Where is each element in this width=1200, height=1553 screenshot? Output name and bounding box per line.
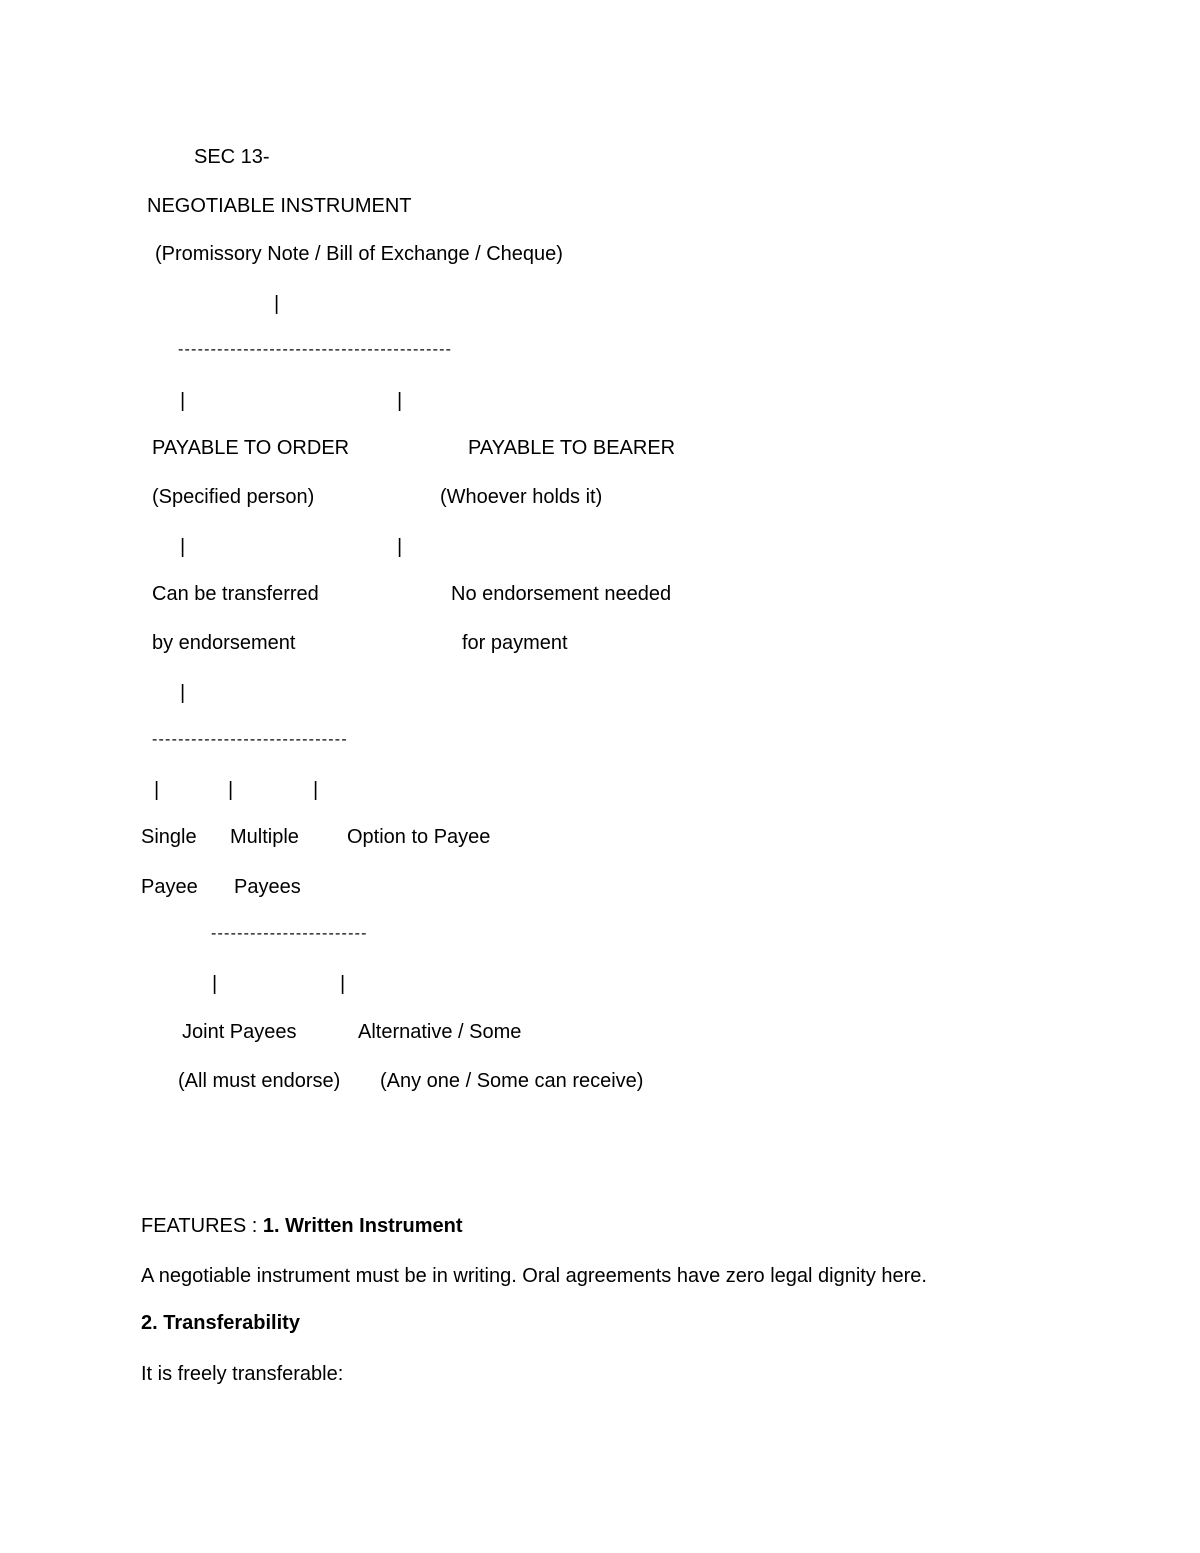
connector-pipe: | <box>180 390 186 412</box>
connector-pipe: | <box>397 536 403 558</box>
alternative-payees: Alternative / Some <box>358 1021 522 1043</box>
connector-pipe: | <box>212 973 218 995</box>
alternative-payees-note: (Any one / Some can receive) <box>380 1070 644 1092</box>
connector-pipe: | <box>180 536 186 558</box>
single-payee-line-2: Payee <box>141 876 198 898</box>
connector-pipe: | <box>228 779 234 801</box>
multiple-payees-line-2: Payees <box>234 876 301 898</box>
feature-2-title: 2. Transferability <box>141 1312 300 1334</box>
connector-dashes: ------------------------ <box>211 925 368 942</box>
order-description-line-1: Can be transferred <box>152 583 319 605</box>
feature-1-text: A negotiable instrument must be in writing. Oral agreements have zero legal dignity here. <box>141 1265 927 1287</box>
features-label: FEATURES : <box>141 1215 263 1237</box>
connector-pipe: | <box>180 682 186 704</box>
features-heading <box>141 1214 463 1238</box>
connector-dashes: ------------------------------ <box>152 731 348 748</box>
connector-pipe: | <box>154 779 160 801</box>
bearer-description-line-1: No endorsement needed <box>451 583 672 605</box>
feature-2-text: It is freely transferable: <box>141 1363 344 1385</box>
connector-pipe: | <box>397 390 403 412</box>
connector-dashes: ------------------------------------------ <box>178 341 453 358</box>
single-payee-line-1: Single <box>141 826 197 848</box>
joint-payees-note: (All must endorse) <box>178 1070 341 1092</box>
multiple-payees-line-1: Multiple <box>230 826 299 848</box>
connector-pipe: | <box>274 293 280 315</box>
payable-to-order-heading: PAYABLE TO ORDER <box>152 437 350 459</box>
bearer-description-line-2: for payment <box>462 632 568 654</box>
instrument-types: (Promissory Note / Bill of Exchange / Cheque) <box>155 243 563 265</box>
payable-to-order-note: (Specified person) <box>152 486 315 508</box>
connector-pipe: | <box>340 973 346 995</box>
option-to-payee: Option to Payee <box>347 826 491 848</box>
document-title: NEGOTIABLE INSTRUMENT <box>147 195 412 217</box>
order-description-line-2: by endorsement <box>152 632 296 654</box>
connector-pipe: | <box>313 779 319 801</box>
section-number: SEC 13- <box>194 146 270 168</box>
payable-to-bearer-heading: PAYABLE TO BEARER <box>468 437 676 459</box>
joint-payees: Joint Payees <box>182 1021 297 1043</box>
feature-1-title: 1. Written Instrument <box>262 1215 463 1237</box>
payable-to-bearer-note: (Whoever holds it) <box>440 486 603 508</box>
